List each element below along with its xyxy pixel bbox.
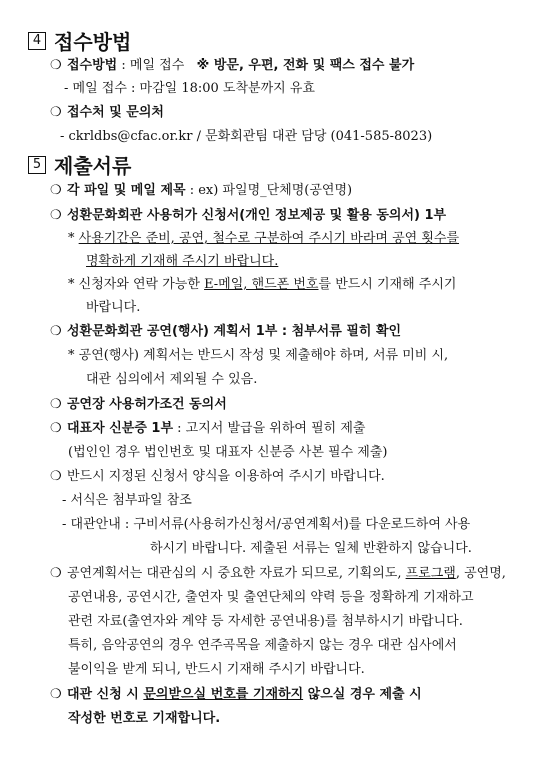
circle-bullet-icon: ❍: [50, 469, 62, 484]
section-5-heading: [28, 150, 131, 179]
section-number-box: 5: [28, 156, 46, 174]
line-plan-importance: ❍ 공연계획서는 대관심의 시 중요한 자료가 되므로, 기획의도, 프로그램, 공연명,: [50, 566, 506, 581]
line-contact-heading: ❍ 접수처 및 문의처: [50, 105, 164, 120]
line-template-ref: - 서식은 첨부파일 참조: [62, 493, 192, 508]
line-note-plan: * 공연(행사) 계획서는 반드시 작성 및 제출해야 하며, 서류 미비 시,: [68, 348, 449, 363]
line-note-period: * 사용기간은 준비, 공연, 철수로 구분하여 주시기 바라며 공연 횟수를: [68, 231, 460, 246]
circle-bullet-icon: ❍: [50, 566, 62, 581]
line-use-template: ❍ 반드시 지정된 신청서 양식을 이용하여 주시기 바랍니다.: [50, 469, 385, 484]
line-method: ❍ 접수방법 : 메일 접수 ※ 방문, 우편, 전화 및 팩스 접수 불가: [50, 58, 415, 73]
line-note-contact: * 신청자와 연락 가능한 E-메일, 핸드폰 번호를 반드시 기재해 주시기: [68, 277, 457, 292]
section-number-box: 4: [28, 32, 46, 50]
line-rental-guide: - 대관안내 : 구비서류(사용허가신청서/공연계획서)를 다운로드하여 사용: [62, 517, 471, 532]
circle-bullet-icon: ❍: [50, 421, 62, 436]
circle-bullet-icon: ❍: [50, 397, 62, 412]
line-consent-form: ❍ 공연장 사용허가조건 동의서: [50, 397, 227, 412]
line-note-plan-cont: 대관 심의에서 제외될 수 있음.: [86, 372, 258, 387]
line-contact-info: - ckrldbs@cfac.or.kr / 문화회관팀 대관 담당 (041-585-8023): [60, 129, 433, 144]
circle-bullet-icon: ❍: [50, 324, 62, 339]
circle-bullet-icon: ❍: [50, 58, 62, 73]
circle-bullet-icon: ❍: [50, 208, 62, 223]
line-note-contact-cont: 바랍니다.: [86, 300, 141, 315]
circle-bullet-icon: ❍: [50, 687, 62, 702]
section-title: 제출서류: [54, 154, 132, 178]
line-file-title: ❍ 각 파일 및 메일 제목 : ex) 파일명_단체명(공연명): [50, 183, 353, 198]
section-4-heading: [28, 26, 131, 55]
line-application-form: ❍ 성환문화회관 사용허가 신청서(개인 정보제공 및 활용 동의서) 1부: [50, 208, 447, 223]
line-phone-notice: ❍ 대관 신청 시 문의받으실 번호를 기재하지 않으실 경우 제출 시: [50, 687, 422, 702]
line-rental-guide-cont: 하시기 바랍니다. 제출된 서류는 일체 반환하지 않습니다.: [150, 541, 472, 556]
line-id-card: ❍ 대표자 신분증 1부 : 고지서 발급을 위하여 필히 제출: [50, 421, 366, 436]
section-title: 접수방법: [54, 30, 132, 54]
line-plan-importance-4: 특히, 음악공연의 경우 연주곡목을 제출하지 않는 경우 대관 심사에서: [68, 638, 457, 653]
line-phone-notice-cont: 작성한 번호로 기재합니다.: [68, 711, 221, 726]
circle-bullet-icon: ❍: [50, 105, 62, 120]
circle-bullet-icon: ❍: [50, 183, 62, 198]
line-plan-importance-3: 관련 자료(출연자와 계약 등 자세한 공연내용)를 첨부하시기 바랍니다.: [68, 614, 463, 629]
line-plan-importance-5: 불이익을 받게 되니, 반드시 기재해 주시기 바랍니다.: [68, 662, 365, 677]
line-plan-importance-2: 공연내용, 공연시간, 출연자 및 출연단체의 약력 등을 정확하게 기재하고: [68, 590, 474, 605]
line-id-card-note: (법인인 경우 법인번호 및 대표자 신분증 사본 필수 제출): [68, 445, 388, 460]
line-note-period-cont: 명확하게 기재해 주시기 바랍니다.: [86, 254, 279, 269]
line-event-plan: ❍ 성환문화회관 공연(행사) 계획서 1부 : 첨부서류 필히 확인: [50, 324, 402, 339]
line-email-deadline: - 메일 접수 : 마감일 18:00 도착분까지 유효: [64, 81, 315, 96]
